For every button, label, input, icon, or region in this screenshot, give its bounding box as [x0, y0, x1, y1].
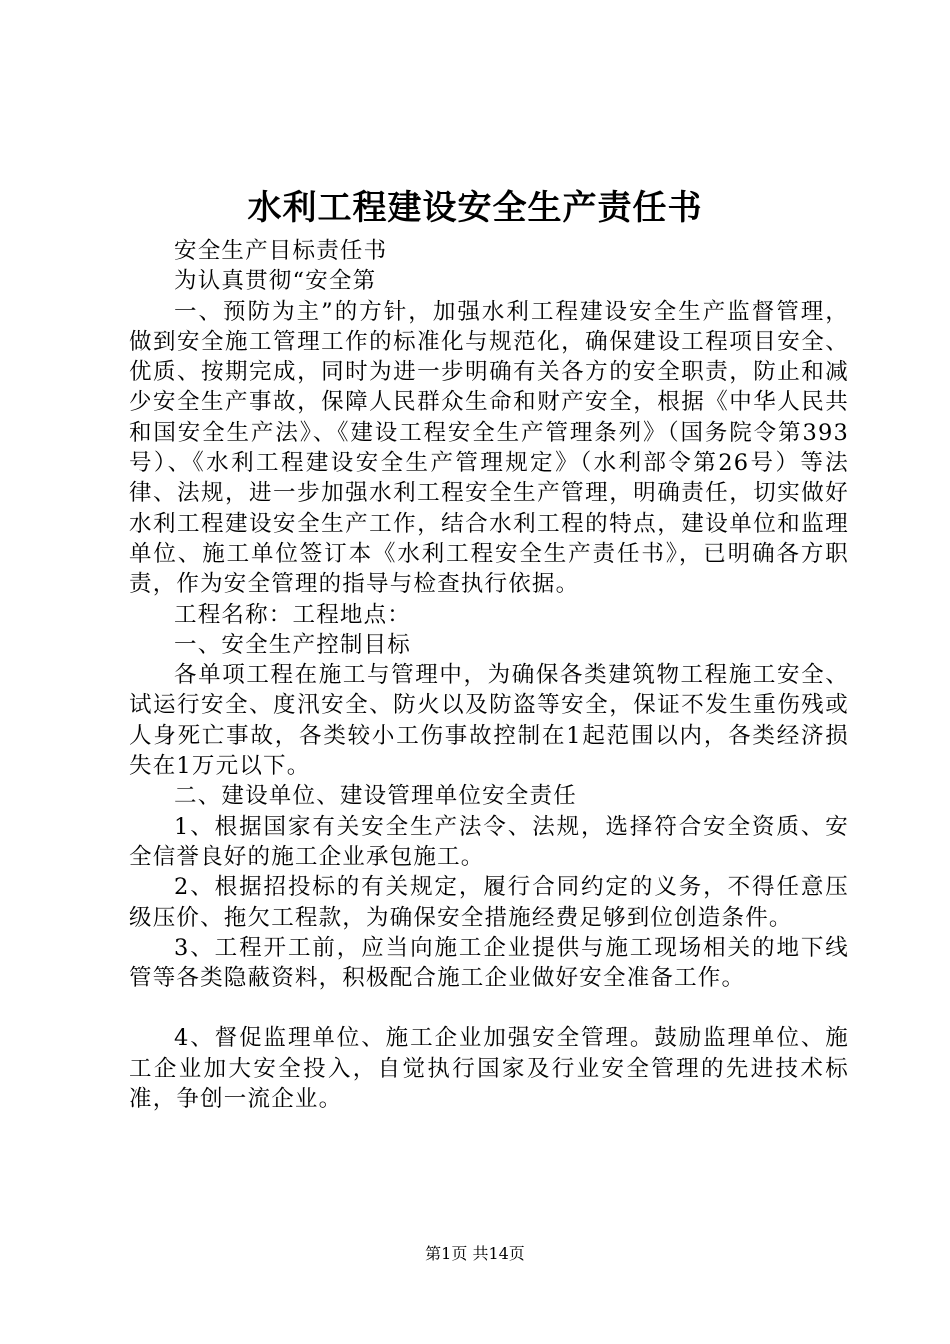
paragraph-intro-start: 为认真贯彻“安全第: [174, 268, 377, 295]
section-heading-owner-duties: 二、建设单位、建设管理单位安全责任: [174, 783, 577, 810]
list-item-duty-4: 4、督促监理单位、施工企业加强安全管理。鼓励监理单位、施工企业加大安全投入，自觉执行国家及行业安全管理的先进技术标准，争创一流企业。: [129, 1025, 849, 1113]
list-item-duty-2: 2、根据招投标的有关规定，履行合同约定的义务，不得任意压级压价、拖欠工程款，为确保安全措施经费足够到位创造条件。: [129, 874, 849, 931]
paragraph-intro: 一、预防为主”的方针，加强水利工程建设安全生产监督管理，做到安全施工管理工作的标准化与规范化，确保建设工程项目安全、优质、按期完成，同时为进一步明确有关各方的安全职责，防止和减少安全生产事故，保障人民群众生命和财产安全，根据《中华人民共和国安全生产法》、《建设工程安全生产管理条列》（国务院令第393号）、《水利工程建设安全生产管理规定》（水利部令第26号）等法律、法规，进一步加强水利工程安全生产管理，明确责任，切实做好水利工程建设安全生产工作，结合水利工程的特点，建设单位和监理单位、施工单位签订本《水利工程安全生产责任书》，已明确各方职责，作为安全管理的指导与检查执行依据。: [129, 298, 849, 598]
list-item-duty-3: 3、工程开工前，应当向施工企业提供与施工现场相关的地下线管等各类隐蔽资料，积极配合施工企业做好安全准备工作。: [129, 934, 849, 992]
paragraph-targets: 各单项工程在施工与管理中，为确保各类建筑物工程施工安全、试运行安全、度汛安全、防火以及防盗等安全，保证不发生重伤残或人身死亡事故，各类较小工伤事故控制在1起范围以内，各类经济损失在1万元以下。: [129, 662, 849, 780]
document-body: [129, 236, 849, 1114]
section-heading-targets: 一、安全生产控制目标: [174, 631, 412, 658]
paragraph-subtitle: 安全生产目标责任书: [174, 238, 388, 264]
paragraph-project-info: 工程名称：工程地点：: [174, 601, 412, 628]
list-item-duty-1: 1、根据国家有关安全生产法令、法规，选择符合安全资质、安全信誉良好的施工企业承包施工。: [129, 813, 849, 870]
page-number-footer: 第1页 共14页: [425, 1244, 525, 1263]
document-title: 水利工程建设安全生产责任书: [247, 188, 703, 228]
